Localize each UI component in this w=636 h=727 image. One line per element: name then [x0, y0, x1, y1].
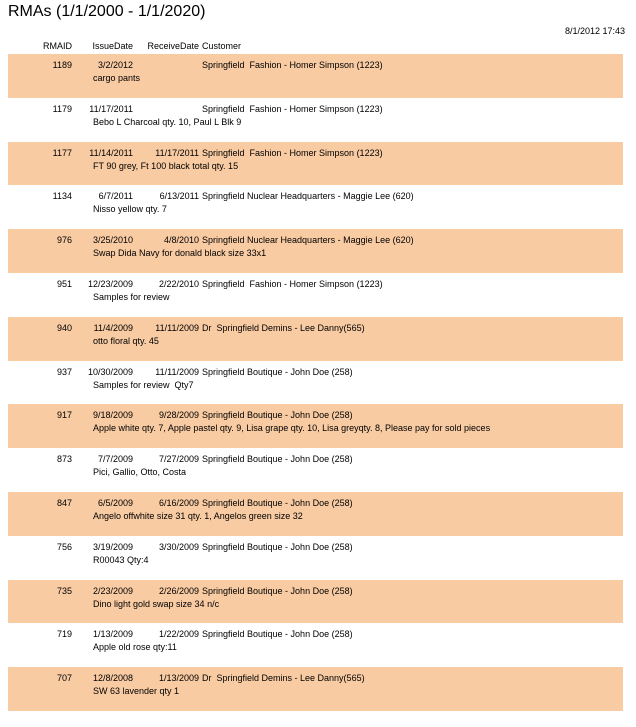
note-cell: R00043 Qty:4	[93, 554, 149, 565]
rmaid-cell: 940	[56, 322, 72, 333]
receive-date-cell: 6/13/2011	[159, 191, 199, 202]
report-timestamp: 8/1/2012 17:43	[564, 26, 625, 36]
customer-cell: Springfield Fashion - Homer Simpson (1223)	[202, 103, 383, 114]
table-row	[0, 667, 636, 711]
issue-date-cell: 12/23/2009	[87, 278, 133, 289]
issue-date-cell: 10/30/2009	[87, 366, 133, 377]
customer-cell: Springfield Nuclear Headquarters - Maggie Lee (620)	[202, 235, 414, 246]
table-row	[0, 142, 636, 186]
receive-date-cell: 2/22/2010	[158, 278, 199, 289]
rmaid-cell: 756	[56, 541, 72, 552]
customer-cell: Springfield Fashion - Homer Simpson (1223)	[202, 60, 383, 70]
table-row	[0, 273, 636, 317]
note-cell: Apple old rose qty:11	[93, 642, 177, 653]
issue-date-cell: 11/17/2011	[89, 103, 133, 114]
customer-cell: Springfield Boutique - John Doe (258)	[202, 497, 353, 508]
customer-cell: Springfield Boutique - John Doe (258)	[202, 366, 353, 377]
receive-date-cell: 9/28/2009	[158, 410, 199, 421]
receive-date-cell: 4/8/2010	[163, 235, 199, 246]
issue-date-cell: 3/19/2009	[92, 541, 133, 552]
rmaid-cell: 1134	[52, 191, 72, 202]
receive-date-cell: 1/22/2009	[158, 629, 199, 640]
table-row	[0, 229, 636, 273]
note-cell: otto floral qty. 45	[93, 335, 159, 346]
note-cell: cargo pants	[93, 73, 141, 83]
customer-cell: Springfield Fashion - Homer Simpson (1223)	[202, 278, 383, 289]
table-row	[0, 580, 636, 624]
rmaid-cell: 1189	[52, 60, 72, 70]
issue-date-cell: 3/2/2012	[97, 60, 133, 70]
note-cell: Samples for review	[93, 291, 170, 302]
issue-date-cell: 9/18/2009	[92, 410, 133, 421]
col-header-receive-date: ReceiveDate	[147, 41, 199, 51]
note-cell: SW 63 lavender qty 1	[93, 686, 180, 697]
customer-cell: Springfield Nuclear Headquarters - Maggie Lee (620)	[202, 191, 414, 202]
table-row	[0, 98, 636, 142]
issue-date-cell: 2/23/2009	[92, 585, 133, 596]
rmaid-cell: 917	[56, 410, 72, 421]
customer-cell: Springfield Boutique - John Doe (258)	[202, 454, 353, 465]
customer-cell: Springfield Fashion - Homer Simpson (1223)	[202, 147, 383, 158]
table-row	[0, 536, 636, 580]
note-cell: Bebo L Charcoal qty. 10, Paul L Blk 9	[93, 116, 242, 127]
rma-list	[0, 54, 636, 711]
customer-cell: Dr Springfield Demins - Lee Danny(565)	[202, 673, 365, 684]
rmaid-cell: 976	[56, 235, 72, 246]
rmaid-cell: 719	[56, 629, 72, 640]
col-header-rmaid: RMAID	[43, 41, 72, 51]
receive-date-cell: 7/27/2009	[158, 454, 199, 465]
receive-date-cell: 11/11/2009	[155, 322, 199, 333]
receive-date-cell: 1/13/2009	[158, 673, 199, 684]
note-cell: Swap Dida Navy for donald black size 33x1	[93, 248, 267, 259]
customer-cell: Springfield Boutique - John Doe (258)	[202, 585, 353, 596]
note-cell: Apple white qty. 7, Apple pastel qty. 9, Lisa grape qty. 10, Lisa greyqty. 8, Please pay for sold pieces	[93, 423, 491, 434]
note-cell: Angelo offwhite size 31 qty. 1, Angelos green size 32	[93, 510, 303, 521]
rmaid-cell: 1177	[52, 147, 72, 158]
receive-date-cell: 6/16/2009	[158, 497, 199, 508]
page-title: RMAs (1/1/2000 - 1/1/2020)	[8, 3, 206, 20]
customer-cell: Springfield Boutique - John Doe (258)	[202, 541, 353, 552]
table-row	[0, 54, 636, 98]
note-cell: Pici, Gallio, Otto, Costa	[93, 467, 187, 478]
note-cell: Nisso yellow qty. 7	[93, 204, 167, 215]
issue-date-cell: 1/13/2009	[92, 629, 133, 640]
rmaid-cell: 873	[56, 454, 72, 465]
note-cell: Samples for review Qty7	[93, 379, 194, 390]
issue-date-cell: 6/5/2009	[97, 497, 133, 508]
customer-cell: Dr Springfield Demins - Lee Danny(565)	[202, 322, 365, 333]
issue-date-cell: 6/7/2011	[98, 191, 133, 202]
rmaid-cell: 847	[56, 497, 72, 508]
note-cell: FT 90 grey, Ft 100 black total qty. 15	[93, 160, 239, 171]
issue-date-cell: 11/14/2011	[89, 147, 133, 158]
clipped-footer-artifact	[10, 723, 310, 727]
customer-cell: Springfield Boutique - John Doe (258)	[202, 629, 353, 640]
receive-date-cell: 2/26/2009	[158, 585, 199, 596]
table-row	[0, 361, 636, 405]
table-row	[0, 404, 636, 448]
rmaid-cell: 937	[56, 366, 72, 377]
table-row	[0, 448, 636, 492]
receive-date-cell: 11/17/2011	[155, 147, 199, 158]
receive-date-cell: 3/30/2009	[158, 541, 199, 552]
rmaid-cell: 707	[56, 673, 72, 684]
rmaid-cell: 1179	[52, 103, 72, 114]
issue-date-cell: 12/8/2008	[92, 673, 133, 684]
issue-date-cell: 11/4/2009	[93, 322, 133, 333]
table-row	[0, 623, 636, 667]
rmaid-cell: 735	[56, 585, 72, 596]
column-header-row	[0, 41, 636, 53]
issue-date-cell: 7/7/2009	[97, 454, 133, 465]
rmaid-cell: 951	[56, 278, 72, 289]
table-row	[0, 185, 636, 229]
customer-cell: Springfield Boutique - John Doe (258)	[202, 410, 353, 421]
table-row	[0, 492, 636, 536]
col-header-issue-date: IssueDate	[92, 41, 133, 51]
receive-date-cell: 11/11/2009	[155, 366, 199, 377]
issue-date-cell: 3/25/2010	[92, 235, 133, 246]
col-header-customer: Customer	[202, 41, 242, 51]
table-row	[0, 317, 636, 361]
note-cell: Dino light gold swap size 34 n/c	[93, 598, 220, 609]
